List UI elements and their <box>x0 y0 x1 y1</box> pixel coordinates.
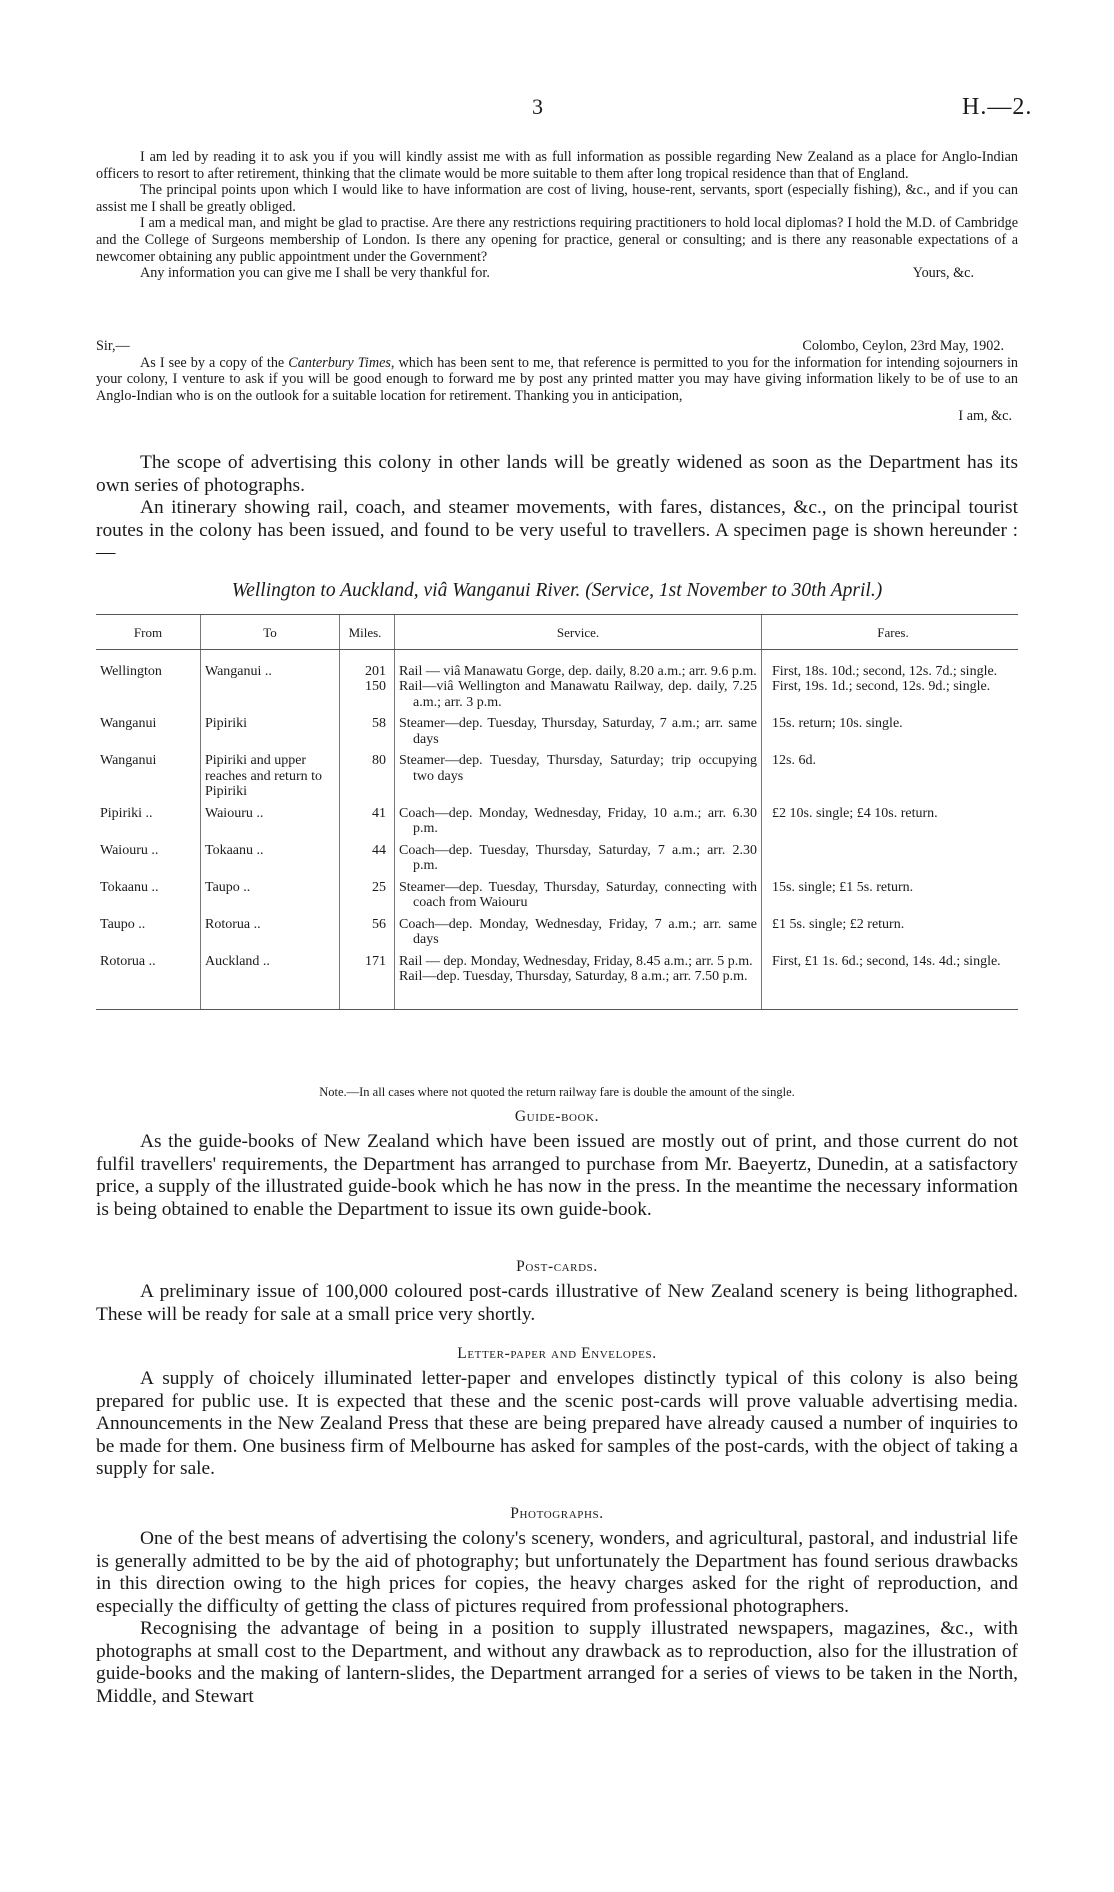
guide-book-text: As the guide-books of New Zealand which have been issued are mostly out of print, and those current do not fulfil travellers' requirements, the Department has arranged to purchase from Mr. Baeyertz, Dunedin, at a satisfactory price, a supply of the illustrated guide-book which he has now in the press. In the meantime the necessary information is being obtained to enable the Department to issue its own guide-book. <box>96 1131 1018 1220</box>
cell-miles <box>340 751 395 804</box>
cell-fares-text: 15s. return; 10s. single. <box>772 716 903 731</box>
letter-two-salutation: Sir,— <box>96 338 130 354</box>
itinerary-table <box>96 614 1018 1010</box>
cell-to-text: Taupo .. <box>205 879 251 895</box>
photographs-section <box>96 1505 1018 1708</box>
cell-service-text: Steamer—dep. Tuesday, Thursday, Saturday, connecting with coach from Waiouru <box>399 879 757 910</box>
cell-service-line: Rail—viâ Wellington and Manawatu Railway, dep. daily, 7.25 a.m.; arr. 3 p.m. <box>399 679 757 710</box>
table-row <box>96 649 1018 714</box>
letter-two-closing: I am, &c. <box>958 408 1012 425</box>
cell-to <box>201 649 340 714</box>
table-row <box>96 751 1018 804</box>
cell-fares <box>762 751 1019 804</box>
cell-from <box>96 878 201 915</box>
cell-from <box>96 841 201 878</box>
cell-to-text: Waiouru .. <box>205 805 264 821</box>
letter-one-closing: Yours, &c. <box>912 265 974 282</box>
cell-miles-text: 44 <box>372 842 386 858</box>
cell-fares-line: First, 19s. 1d.; second, 12s. 9d.; single. <box>772 679 991 694</box>
cell-from-text: Wanganui <box>100 753 157 768</box>
cell-service-text: Coach—dep. Tuesday, Thursday, Saturday, 7 a.m.; arr. 2.30 p.m. <box>399 842 757 873</box>
cell-service-text: Steamer—dep. Tuesday, Thursday, Saturday, 7 a.m.; arr. same days <box>399 716 757 747</box>
section-heading-photographs: Photographs. <box>510 1505 604 1522</box>
cell-from <box>96 915 201 952</box>
cell-to-text: Rotorua .. <box>205 916 261 932</box>
cell-miles <box>340 841 395 878</box>
cell-service-line: Rail — dep. Monday, Wednesday, Friday, 8.45 a.m.; arr. 5 p.m. <box>399 953 753 969</box>
letter-two-dateline: Colombo, Ceylon, 23rd May, 1902. <box>802 338 1004 354</box>
cell-service <box>395 841 762 878</box>
letter-one <box>96 149 1018 282</box>
itinerary-note: Note.—In all cases where not quoted the return railway fare is double the amount of the single. <box>319 1085 795 1099</box>
letter-one-paragraph: The principal points upon which I would like to have information are cost of living, house-rent, servants, sport (especially fishing), &c., and if you can assist me I shall be greatly obliged. <box>96 182 1018 215</box>
cell-miles-text: 80 <box>372 753 386 768</box>
column-header-from: From <box>96 615 201 650</box>
cell-to-text: Pipiriki <box>205 716 248 731</box>
column-header-miles: Miles. <box>340 615 395 650</box>
letter-paper-text: A supply of choicely illuminated letter-paper and envelopes distinctly typical of this colony is also being prepared for public use. It is expected that these and the scenic post-cards will prove valuable advertising media. Announcements in the New Zealand Press that these are being prepared have already caused a number of inquiries to be made for them. One business firm of Melbourne has asked for samples of the post-cards, with the object of taking a supply for sale. <box>96 1368 1018 1479</box>
letter-paper-section <box>96 1345 1018 1481</box>
table-row <box>96 878 1018 915</box>
cell-service <box>395 751 762 804</box>
section-heading-letter-paper: Letter-paper and Envelopes. <box>457 1345 657 1362</box>
intro-section <box>96 452 1018 565</box>
cell-fares-text: £1 5s. single; £2 return. <box>772 916 905 932</box>
cell-miles-text: 25 <box>372 879 386 895</box>
cell-to-text: Tokaanu .. <box>205 842 264 858</box>
cell-to-text: Auckland .. <box>205 953 270 969</box>
cell-fares <box>762 714 1019 751</box>
cell-service-text: Coach—dep. Monday, Wednesday, Friday, 10 a.m.; arr. 6.30 p.m. <box>399 805 757 836</box>
cell-to-text: Pipiriki and upper reaches and return to Pipiriki <box>205 753 322 799</box>
cell-fares <box>762 952 1019 1010</box>
cell-service <box>395 878 762 915</box>
cell-from-text: Wanganui <box>100 716 157 731</box>
cell-fares <box>762 804 1019 841</box>
itinerary-rows <box>96 649 1018 1009</box>
cell-fares-line: First, 18s. 10d.; second, 12s. 7d.; single. <box>772 663 998 679</box>
section-heading-guide-book: Guide-book. <box>514 1108 600 1125</box>
table-header-row <box>96 615 1018 650</box>
cell-to <box>201 714 340 751</box>
cell-miles <box>340 649 395 714</box>
cell-from <box>96 649 201 714</box>
section-heading-post-cards: Post-cards. <box>516 1258 598 1275</box>
cell-miles-line: 150 <box>365 679 386 694</box>
cell-service <box>395 804 762 841</box>
cell-service-line: Rail — viâ Manawatu Gorge, dep. daily, 8.20 a.m.; arr. 9.6 p.m. <box>399 663 757 679</box>
cell-fares <box>762 915 1019 952</box>
document-reference: H.—2. <box>962 94 1033 120</box>
photographs-paragraph-one: One of the best means of advertising the colony's scenery, wonders, and agricultural, pastoral, and industrial life is generally admitted to be by the aid of photography; but unfortunately the Department has found serious drawbacks in this direction owing to the high prices for copies, the heavy charges asked for the right of reproduction, and especially the difficulty of getting the class of pictures required from professional photographers. <box>96 1528 1018 1617</box>
post-cards-section <box>96 1258 1018 1326</box>
cell-to <box>201 751 340 804</box>
cell-to-text: Wanganui .. <box>205 663 272 679</box>
table-row <box>96 841 1018 878</box>
cell-service <box>395 714 762 751</box>
cell-from-text: Rotorua .. <box>100 953 156 969</box>
cell-from-text: Tokaanu .. <box>100 879 159 895</box>
itinerary-title: Wellington to Auckland, viâ Wanganui River. (Service, 1st November to 30th April.) <box>231 580 883 601</box>
cell-from-text: Waiouru .. <box>100 842 159 858</box>
cell-from <box>96 952 201 1010</box>
intro-paragraph-itinerary: An itinerary showing rail, coach, and steamer movements, with fares, distances, &c., on the principal tourist routes in the colony has been issued, and found to be very useful to travellers. A specimen page is shown hereunder :— <box>96 497 1018 563</box>
cell-service-text: Steamer—dep. Tuesday, Thursday, Saturday; trip occupying two days <box>399 753 757 784</box>
cell-miles-line: 201 <box>365 663 386 679</box>
cell-miles <box>340 804 395 841</box>
intro-paragraph-scope: The scope of advertising this colony in other lands will be greatly widened as soon as the Department has its own series of photographs. <box>96 452 1018 496</box>
cell-miles <box>340 915 395 952</box>
cell-from <box>96 804 201 841</box>
letter-two <box>96 338 1018 425</box>
cell-miles-text: 41 <box>372 805 386 821</box>
cell-service <box>395 649 762 714</box>
cell-fares-text: £2 10s. single; £4 10s. return. <box>772 805 938 821</box>
cell-fares <box>762 878 1019 915</box>
cell-fares-text: 12s. 6d. <box>772 753 816 768</box>
letter-one-paragraph: I am a medical man, and might be glad to practise. Are there any restrictions requiring practitioners to hold local diplomas? I hold the M.D. of Cambridge and the College of Surgeons membership of London. Is there any opening for practice, general or consulting; and is there any reasonable expectations of a newcomer obtaining any public appointment under the Government? <box>96 215 1018 265</box>
page-number: 3 <box>532 94 543 119</box>
letter-two-body: As I see by a copy of the Canterbury Times, which has been sent to me, that reference is permitted to you for the information for intending sojourners in your colony, I venture to ask if you will be good enough to forward me by post any printed matter you may have giving information likely to be of use to an Anglo-Indian who is on the outlook for a suitable location for retirement. Thanking you in anticipation, <box>96 354 1018 404</box>
cell-miles <box>340 952 395 1010</box>
cell-from <box>96 714 201 751</box>
cell-fares <box>762 841 1019 878</box>
cell-service-line: Rail—dep. Tuesday, Thursday, Saturday, 8 a.m.; arr. 7.50 p.m. <box>399 969 748 984</box>
cell-service <box>395 952 762 1010</box>
cell-miles <box>340 878 395 915</box>
cell-to <box>201 878 340 915</box>
table-row <box>96 804 1018 841</box>
cell-to <box>201 915 340 952</box>
column-header-service: Service. <box>395 615 762 650</box>
cell-from <box>96 751 201 804</box>
cell-to <box>201 952 340 1010</box>
letter-one-paragraph: I am led by reading it to ask you if you will kindly assist me with as full information as possible regarding New Zealand as a place for Anglo-Indian officers to resort to after retirement, thinking that the climate would be more suitable to them after long tropical residence than that of England. <box>96 149 1018 182</box>
photographs-paragraph-two: Recognising the advantage of being in a position to supply illustrated newspapers, magazines, &c., with photographs at small cost to the Department, and without any drawback as to reproduction, also for the illustration of guide-books and the making of lantern-slides, the Department arranged for a series of views to be taken in the North, Middle, and Stewart <box>96 1618 1018 1707</box>
post-cards-text: A preliminary issue of 100,000 coloured post-cards illustrative of New Zealand scenery is being lithographed. These will be ready for sale at a small price very shortly. <box>96 1281 1018 1325</box>
cell-service-text: Coach—dep. Monday, Wednesday, Friday, 7 a.m.; arr. same days <box>399 916 757 947</box>
column-header-fares: Fares. <box>762 615 1019 650</box>
table-row <box>96 915 1018 952</box>
cell-from-text: Taupo .. <box>100 916 146 932</box>
newspaper-title: Canterbury Times <box>288 354 391 371</box>
cell-miles <box>340 714 395 751</box>
cell-to <box>201 841 340 878</box>
column-header-to: To <box>201 615 340 650</box>
cell-from-text: Pipiriki .. <box>100 805 153 821</box>
letter-one-paragraph: Any information you can give me I shall be very thankful for. <box>140 265 490 282</box>
cell-miles-text: 56 <box>372 916 386 932</box>
cell-fares-text: 15s. single; £1 5s. return. <box>772 879 914 895</box>
cell-fares-text: First, £1 1s. 6d.; second, 14s. 4d.; single. <box>772 953 1001 969</box>
cell-fares <box>762 649 1019 714</box>
cell-miles-text: 171 <box>365 953 386 969</box>
table-row <box>96 714 1018 751</box>
table-row <box>96 952 1018 1010</box>
cell-service <box>395 915 762 952</box>
guide-book-section <box>96 1108 1018 1221</box>
cell-miles-text: 58 <box>372 716 386 731</box>
cell-from-text: Wellington <box>100 663 162 679</box>
cell-to <box>201 804 340 841</box>
